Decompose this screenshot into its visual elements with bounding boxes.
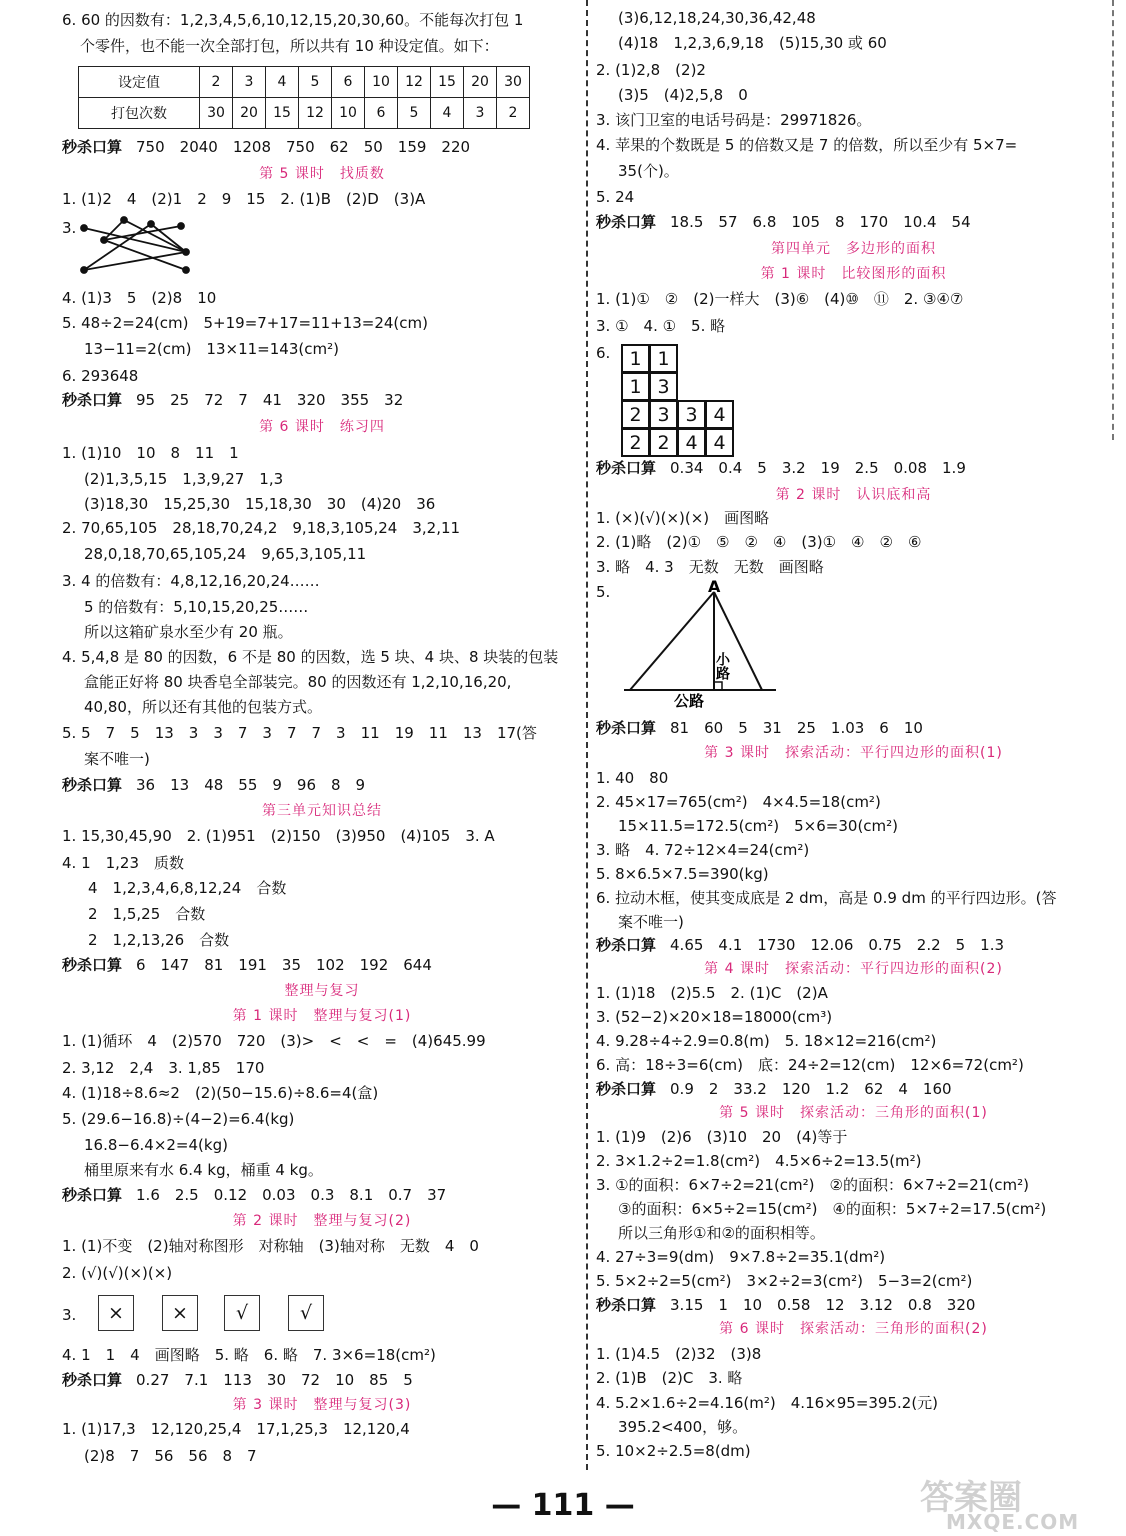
answer-line: 3. 略 4. 3 无数 无数 画图略 (596, 558, 824, 576)
table-cell: 5 (398, 98, 431, 129)
table-cell: 2 (497, 98, 530, 129)
answer-line: 3. ①的面积：6×7÷2=21(cm²) ②的面积：6×7÷2=21(cm²) (596, 1176, 1029, 1194)
answer-line: 6. 高：18÷3=6(cm) 底：24÷2=12(cm) 12×6=72(cm²) (596, 1056, 1024, 1074)
answer-line: 2. (√)(√)(×)(×) (62, 1264, 173, 1282)
table-cell: 30 (200, 98, 233, 129)
answer-line: 5. (596, 583, 611, 601)
road-path-diagram (616, 580, 786, 710)
answer-line: 4. (1)18÷8.6≈2 (2)(50−15.6)÷8.6=4(盒) (62, 1084, 379, 1102)
grid-cell-empty (677, 344, 706, 373)
answer-line: 5. 10×2÷2.5=8(dm) (596, 1442, 751, 1460)
section-heading: 第四单元 多边形的面积 (771, 241, 936, 257)
table-row (79, 98, 530, 129)
table-cell: 15 (266, 98, 299, 129)
table-cell: 30 (497, 67, 530, 98)
mental-math-label: 秒杀口算 (62, 956, 123, 974)
answer-line: 2. 70,65,105 28,18,70,24,2 9,18,3,105,24 3,2,11 (62, 519, 461, 537)
grid-cell: 3 (649, 372, 678, 401)
grid-cell-empty (705, 372, 734, 401)
answer-line: 28,0,18,70,65,105,24 9,65,3,105,11 (84, 545, 367, 563)
mental-math-label: 秒杀口算 (596, 459, 657, 477)
answer-line: 1. (1)18 (2)5.5 2. (1)C (2)A (596, 984, 828, 1002)
mental-math-values: 1.6 2.5 0.12 0.03 0.3 8.1 0.7 37 (136, 1186, 447, 1204)
section-heading: 第 1 课时 比较图形的面积 (760, 266, 947, 282)
matching-diagram (76, 212, 216, 282)
setting-table (78, 66, 530, 129)
mental-math-line (596, 458, 966, 478)
answer-line: 4. 27÷3=9(dm) 9×7.8÷2=35.1(dm²) (596, 1248, 886, 1266)
table-cell: 5 (299, 67, 332, 98)
section-heading: 第 6 课时 探索活动：三角形的面积(2) (719, 1321, 988, 1337)
answer-line: 4 1,2,3,4,6,8,12,24 合数 (88, 879, 287, 897)
answer-line: (3)5 (4)2,5,8 0 (618, 86, 748, 104)
table-cell: 12 (398, 67, 431, 98)
section-heading: 第 4 课时 探索活动：平行四边形的面积(2) (704, 961, 1003, 977)
answer-line: 5. 5 7 5 13 3 3 7 3 7 7 3 11 19 11 13 17(答 (62, 724, 537, 742)
answer-line: 3. (52−2)×20×18=18000(cm³) (596, 1008, 833, 1026)
answer-line: 6. 拉动木框，使其变成底是 2 dm，高是 0.9 dm 的平行四边形。(答 (596, 889, 1057, 907)
table-cell: 3 (464, 98, 497, 129)
table-cell: 20 (233, 98, 266, 129)
grid-cell: 2 (621, 400, 650, 429)
table-cell: 打包次数 (79, 98, 200, 129)
mental-math-values: 18.5 57 6.8 105 8 170 10.4 54 (670, 213, 971, 231)
mental-math-values: 0.9 2 33.2 120 1.2 62 4 160 (670, 1080, 952, 1098)
mental-math-values: 0.34 0.4 5 3.2 19 2.5 0.08 1.9 (670, 459, 966, 477)
answer-line: 1. (1)17,3 12,120,25,4 17,1,25,3 12,120,4 (62, 1420, 410, 1438)
table-cell: 10 (365, 67, 398, 98)
answer-line: 3. (62, 219, 77, 237)
table-cell: 3 (233, 67, 266, 98)
page-number: — 111 — (491, 1488, 635, 1523)
mental-math-line (62, 955, 432, 975)
mental-math-line (596, 1079, 952, 1099)
mental-math-values: 0.27 7.1 113 30 72 10 85 5 (136, 1371, 413, 1389)
answer-line: 2. (1)B (2)C 3. 略 (596, 1369, 743, 1387)
answer-line: 3. ① 4. ① 5. 略 (596, 317, 726, 335)
answer-line: 所以三角形①和②的面积相等。 (618, 1224, 825, 1242)
answer-line: 5. 5×2÷2=5(cm²) 3×2÷2=3(cm²) 5−3=2(cm²) (596, 1272, 973, 1290)
answer-line: 1. (1)4.5 (2)32 (3)8 (596, 1345, 762, 1363)
road-label: 公路 (674, 692, 705, 710)
grid-cell: 3 (677, 400, 706, 429)
table-cell: 20 (464, 67, 497, 98)
answer-line: 40,80，所以还有其他的包装方式。 (84, 698, 322, 716)
table-cell: 2 (200, 67, 233, 98)
mental-math-label: 秒杀口算 (62, 1371, 123, 1389)
mental-math-line (62, 390, 403, 410)
answer-line: 5. 24 (596, 188, 635, 206)
answer-line: 13−11=2(cm) 13×11=143(cm²) (84, 340, 339, 358)
section-heading: 第三单元知识总结 (262, 803, 382, 819)
mental-math-label: 秒杀口算 (596, 719, 657, 737)
answer-line: (2)8 7 56 56 8 7 (84, 1447, 257, 1465)
answer-line: 1. 40 80 (596, 769, 669, 787)
answer-line: 2 1,5,25 合数 (88, 905, 206, 923)
answer-line: 2. (1)2,8 (2)2 (596, 61, 706, 79)
grid-cell: 2 (649, 428, 678, 457)
answer-line: 2 1,2,13,26 合数 (88, 931, 230, 949)
check-box: × (162, 1295, 198, 1331)
answer-line: 15×11.5=172.5(cm²) 5×6=30(cm²) (618, 817, 899, 835)
grid-cell: 4 (705, 428, 734, 457)
mental-math-values: 95 25 72 7 41 320 355 32 (136, 391, 404, 409)
mental-math-values: 4.65 4.1 1730 12.06 0.75 2.2 5 1.3 (670, 936, 1005, 954)
answer-line: 1. (1)不变 (2)轴对称图形 对称轴 (3)轴对称 无数 4 0 (62, 1237, 479, 1255)
section-heading: 第 2 课时 认识底和高 (775, 487, 932, 503)
section-heading: 第 5 课时 探索活动：三角形的面积(1) (719, 1105, 988, 1121)
answer-line: 5 的倍数有：5,10,15,20,25…… (84, 598, 309, 616)
watermark-logo: 答案圈 (920, 1478, 1022, 1518)
mental-math-line (596, 935, 1004, 955)
page-edge-line (1112, 0, 1114, 440)
table-cell: 6 (365, 98, 398, 129)
answer-line: 2. 45×17=765(cm²) 4×4.5=18(cm²) (596, 793, 881, 811)
answer-line: 5. 48÷2=24(cm) 5+19=7+17=11+13=24(cm) (62, 314, 428, 332)
table-cell: 设定值 (79, 67, 200, 98)
mental-math-label: 秒杀口算 (596, 213, 657, 231)
section-heading: 第 3 课时 整理与复习(3) (232, 1397, 412, 1413)
answer-line: (4)18 1,2,3,6,9,18 (5)15,30 或 60 (618, 34, 887, 52)
mental-math-label: 秒杀口算 (596, 936, 657, 954)
answer-line: 3. 4 的倍数有：4,8,12,16,20,24…… (62, 572, 320, 590)
answer-line: 1. (1)10 10 8 11 1 (62, 444, 239, 462)
answer-line: 6. (596, 344, 611, 362)
section-heading: 第 1 课时 整理与复习(1) (232, 1008, 412, 1024)
section-heading: 第 5 课时 找质数 (259, 166, 385, 182)
area-grid (622, 345, 734, 457)
answer-line: 1. (1)循环 4 (2)570 720 (3)> < < = (4)645.99 (62, 1032, 486, 1050)
table-cell: 10 (332, 98, 365, 129)
answer-line: 4. 9.28÷4÷2.9=0.8(m) 5. 18×12=216(cm²) (596, 1032, 937, 1050)
check-box: √ (288, 1295, 324, 1331)
section-heading: 第 2 课时 整理与复习(2) (232, 1213, 412, 1229)
section-heading: 第 6 课时 练习四 (259, 419, 385, 435)
answer-line: 395.2<400，够。 (618, 1418, 748, 1436)
answer-line: 案不唯一) (84, 750, 150, 768)
answer-line: 案不唯一) (618, 913, 684, 931)
answer-line: ③的面积：6×5÷2=15(cm²) ④的面积：5×7÷2=17.5(cm²) (618, 1200, 1047, 1218)
answer-line: 桶里原来有水 6.4 kg，桶重 4 kg。 (84, 1161, 323, 1179)
mental-math-label: 秒杀口算 (62, 138, 123, 156)
answer-line: 盒能正好将 80 块香皂全部装完。80 的因数还有 1,2,10,16,20, (84, 673, 512, 691)
section-heading: 整理与复习 (284, 983, 360, 999)
answer-line: 5. (29.6−16.8)÷(4−2)=6.4(kg) (62, 1110, 295, 1128)
answer-line: 1. (1)① ② (2)一样大 (3)⑥ (4)⑩ ⑪ 2. ③④⑦ (596, 290, 964, 308)
watermark-url: MXQE.COM (946, 1510, 1080, 1534)
grid-cell: 4 (677, 428, 706, 457)
answer-line: (3)18,30 15,25,30 15,18,30 30 (4)20 36 (84, 495, 436, 513)
grid-cell-empty (677, 372, 706, 401)
table-cell: 6 (332, 67, 365, 98)
mental-math-label: 秒杀口算 (62, 391, 123, 409)
check-box: √ (224, 1295, 260, 1331)
answer-line: 4. 苹果的个数既是 5 的倍数又是 7 的倍数，所以至少有 5×7= (596, 136, 1018, 154)
answer-line: 4. 1 1,23 质数 (62, 854, 185, 872)
answer-line: 1. (1)2 4 (2)1 2 9 15 2. (1)B (2)D (3)A (62, 190, 426, 208)
mental-math-values: 36 13 48 55 9 96 8 9 (136, 776, 366, 794)
answer-line: 个零件，也不能一次全部打包，所以共有 10 种设定值。如下： (80, 37, 499, 55)
grid-cell: 4 (705, 400, 734, 429)
mental-math-values: 750 2040 1208 750 62 50 159 220 (136, 138, 471, 156)
mental-math-line (596, 718, 923, 738)
answer-line: 3. (62, 1306, 77, 1324)
grid-cell: 2 (621, 428, 650, 457)
answer-line: (3)6,12,18,24,30,36,42,48 (618, 9, 816, 27)
mental-math-label: 秒杀口算 (596, 1080, 657, 1098)
table-row (79, 67, 530, 98)
answer-line: 2. 3,12 2,4 3. 1,85 170 (62, 1059, 265, 1077)
table-cell: 12 (299, 98, 332, 129)
point-a-label: A (708, 580, 721, 596)
mental-math-values: 3.15 1 10 0.58 12 3.12 0.8 320 (670, 1296, 976, 1314)
table-cell: 4 (266, 67, 299, 98)
mental-math-label: 秒杀口算 (62, 776, 123, 794)
answer-line: 4. 5,4,8 是 80 的因数，6 不是 80 的因数，选 5 块、4 块、8 块装的包装 (62, 648, 559, 666)
answer-line: 3. 略 4. 72÷12×4=24(cm²) (596, 841, 810, 859)
answer-line: 4. 5.2×1.6÷2=4.16(m²) 4.16×95=395.2(元) (596, 1394, 939, 1412)
mental-math-values: 6 147 81 191 35 102 192 644 (136, 956, 432, 974)
mental-math-line (62, 1370, 413, 1390)
table-cell: 4 (431, 98, 464, 129)
mental-math-line (596, 212, 971, 232)
grid-cell: 1 (621, 372, 650, 401)
answer-line: 6. 60 的因数有：1,2,3,4,5,6,10,12,15,20,30,60。不能每次打包 1 (62, 11, 524, 29)
path-label: 小路 (714, 652, 730, 680)
grid-cell-empty (705, 344, 734, 373)
grid-cell: 3 (649, 400, 678, 429)
answer-line: 4. 1 1 4 画图略 5. 略 6. 略 7. 3×6=18(cm²) (62, 1346, 436, 1364)
answer-line: 3. 该门卫室的电话号码是：29971826。 (596, 111, 872, 129)
answer-line: 1. (×)(√)(×)(×) 画图略 (596, 509, 770, 527)
column-divider (586, 0, 588, 1470)
answer-line: 2. (1)略 (2)① ⑤ ② ④ (3)① ④ ② ⑥ (596, 533, 922, 551)
section-heading: 第 3 课时 探索活动：平行四边形的面积(1) (704, 745, 1003, 761)
answer-line: 1. 15,30,45,90 2. (1)951 (2)150 (3)950 (4)105 3. A (62, 827, 495, 845)
answer-line: 35(个)。 (618, 162, 679, 180)
mental-math-line (62, 775, 365, 795)
mental-math-label: 秒杀口算 (62, 1186, 123, 1204)
answer-line: 1. (1)9 (2)6 (3)10 20 (4)等于 (596, 1128, 848, 1146)
answer-line: 16.8−6.4×2=4(kg) (84, 1136, 228, 1154)
grid-cell: 1 (649, 344, 678, 373)
table-cell: 15 (431, 67, 464, 98)
answer-line: 4. (1)3 5 (2)8 10 (62, 289, 217, 307)
mental-math-line (596, 1295, 975, 1315)
answer-line: (2)1,3,5,15 1,3,9,27 1,3 (84, 470, 284, 488)
mental-math-line (62, 1185, 446, 1205)
mental-math-values: 81 60 5 31 25 1.03 6 10 (670, 719, 923, 737)
answer-line: 6. 293648 (62, 367, 139, 385)
answer-line: 所以这箱矿泉水至少有 20 瓶。 (84, 623, 293, 641)
answer-line: 5. 8×6.5×7.5=390(kg) (596, 865, 769, 883)
grid-cell: 1 (621, 344, 650, 373)
answer-line: 2. 3×1.2÷2=1.8(cm²) 4.5×6÷2=13.5(m²) (596, 1152, 922, 1170)
mental-math-label: 秒杀口算 (596, 1296, 657, 1314)
check-box: × (98, 1295, 134, 1331)
mental-math-line (62, 137, 470, 157)
